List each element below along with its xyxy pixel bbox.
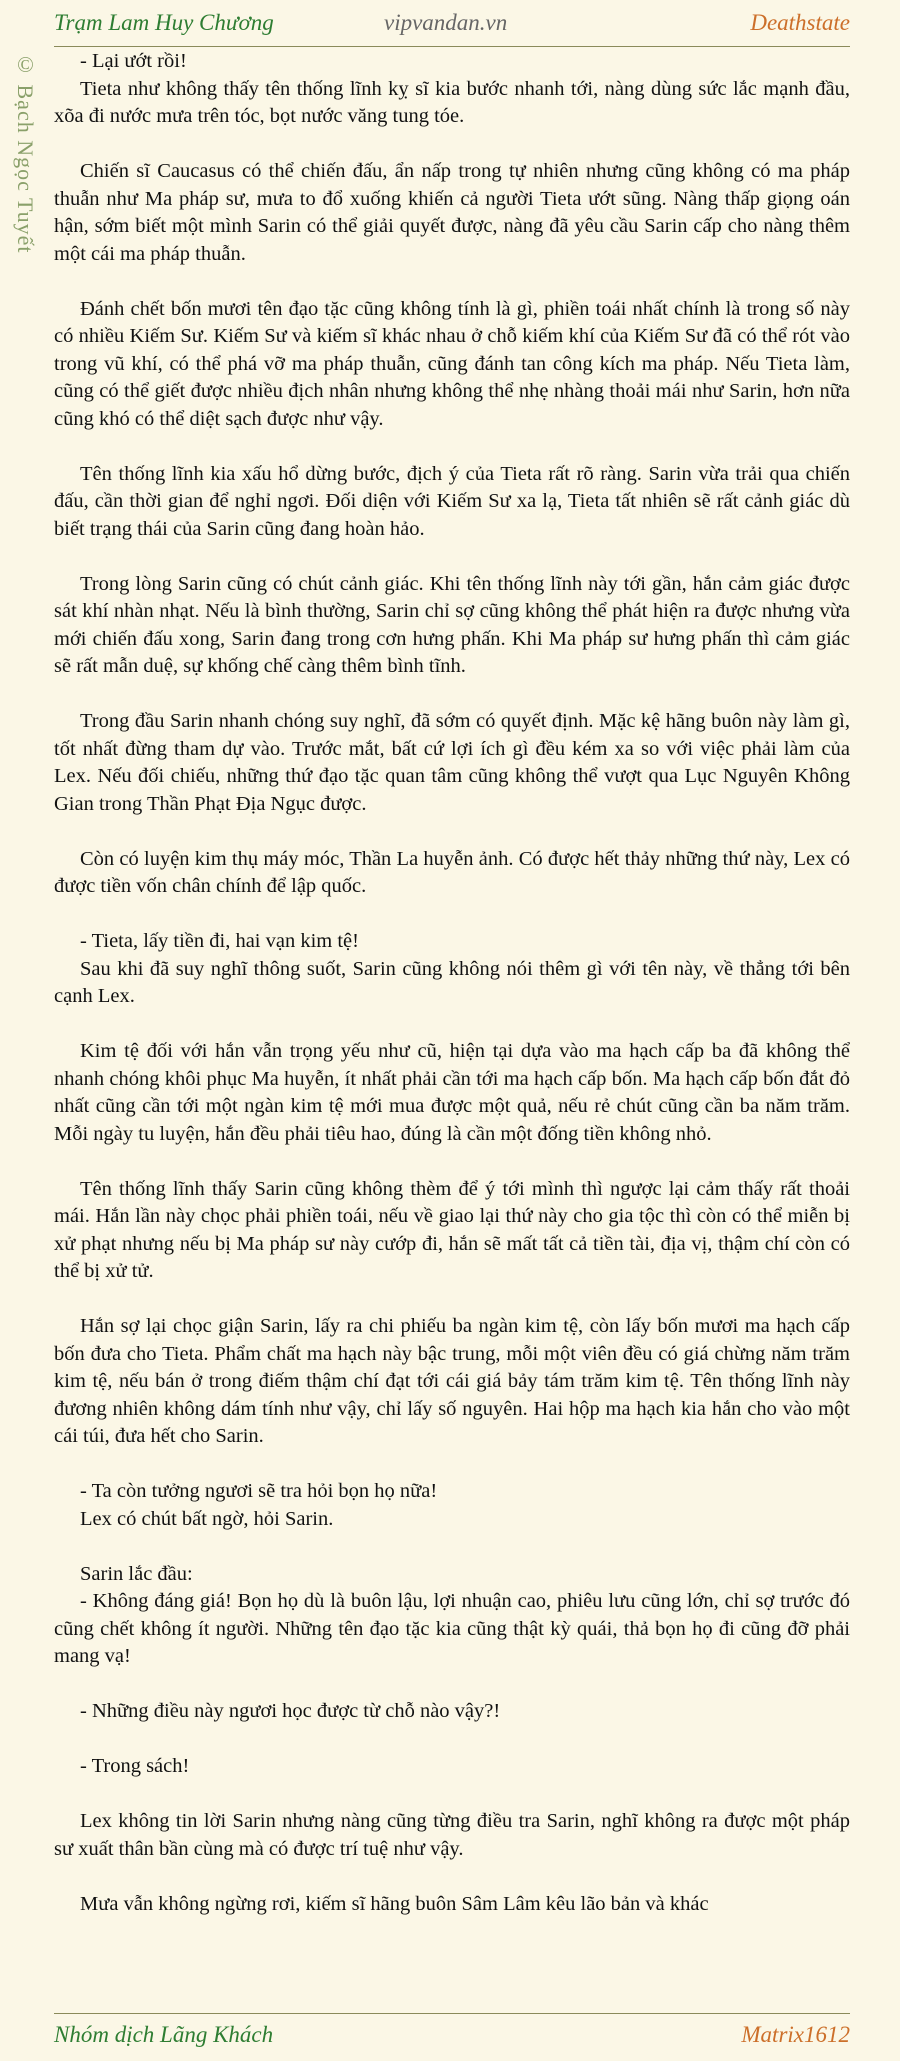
page-header	[54, 0, 850, 47]
paragraph: Sarin lắc đầu:	[80, 1562, 193, 1585]
chapter-content	[54, 48, 850, 1918]
paragraph: Mưa vẫn không ngừng rơi, kiếm sĩ hãng buôn Sâm Lâm kêu lão bản và khác	[80, 1892, 709, 1915]
paragraph: - Trong sách!	[80, 1755, 190, 1777]
paragraph: Lex không tin lời Sarin nhưng nàng cũng từng điều tra Sarin, nghĩ không ra được một pháp sư xuất thân bần cùng mà có được trí tuệ như vậy.	[54, 1810, 850, 1860]
paragraph: - Những điều này ngươi học được từ chỗ nào vậy?!	[80, 1700, 501, 1722]
paragraph: Còn có luyện kim thụ máy móc, Thần La huyễn ảnh. Có được hết thảy những thứ này, Lex có được tiền vốn chân chính để lập quốc.	[54, 847, 850, 897]
book-title: Deathstate	[750, 10, 850, 35]
paragraph: Chiến sĩ Caucasus có thể chiến đấu, ẩn nấp trong tự nhiên nhưng cũng không có ma pháp thuẫn như Ma pháp sư, mưa to đổ xuống khiến cả người Tieta ướt sũng. Nàng thấp giọng oán hận, sớm biết một mình Sarin có thể giải quyết được, nàng đã yêu cầu Sarin cấp cho nàng thêm một cái ma pháp thuẫn.	[54, 160, 850, 265]
paragraph: - Ta còn tưởng ngươi sẽ tra hỏi bọn họ nữa!	[80, 1480, 438, 1502]
paragraph: - Lại ướt rồi!	[80, 50, 187, 72]
paragraph: Đánh chết bốn mươi tên đạo tặc cũng không tính là gì, phiền toái nhất chính là trong số này có nhiều Kiếm Sư. Kiếm Sư và kiếm sĩ khác nhau ở chỗ kiếm khí của Kiếm Sư đã có thể rót vào trong vũ khí, có thể phá vỡ ma pháp thuẫn, cũng đánh tan công kích ma pháp. Nếu Tieta làm, cũng có thể giết được nhiều địch nhân nhưng không thể nhẹ nhàng thoải mái như Sarin, hơn nữa cũng khó có thể diệt sạch được như vậy.	[54, 297, 850, 430]
paragraph: Tieta như không thấy tên thống lĩnh kỵ sĩ kia bước nhanh tới, nàng dùng sức lắc mạnh đầu, xõa đi nước mưa trên tóc, bọt nước văng tung tóe.	[54, 77, 850, 127]
paragraph: Trong lòng Sarin cũng có chút cảnh giác. Khi tên thống lĩnh này tới gần, hắn cảm giác được sát khí nhàn nhạt. Nếu là bình thường, Sarin chỉ sợ cũng không thể phát hiện ra được nhưng vừa mới chiến đấu xong, Sarin đang trong cơn hưng phấn. Khi Ma pháp sư hưng phấn thì cảm giác sẽ rất mẫn duệ, sự khống chế càng thêm bình tĩnh.	[54, 572, 850, 677]
paragraph: Tên thống lĩnh kia xấu hổ dừng bước, địch ý của Tieta rất rõ ràng. Sarin vừa trải qua chiến đấu, cần thời gian để nghỉ ngơi. Đối diện với Kiếm Sư xa lạ, Tieta tất nhiên sẽ rất cảnh giác dù biết trạng thái của Sarin cũng đang hoàn hảo.	[54, 462, 850, 540]
paragraph: Tên thống lĩnh thấy Sarin cũng không thèm để ý tới mình thì ngược lại cảm thấy rất thoải mái. Hắn lần này chọc phải phiền toái, nếu về giao lại thứ này cho gia tộc thì còn có thể miễn bị xử phạt nhưng nếu bị Ma pháp sư này cướp đi, hắn sẽ mất tất cả tiền tài, địa vị, thậm chí còn có thể bị xử tử.	[54, 1177, 850, 1282]
paragraph: - Không đáng giá! Bọn họ dù là buôn lậu, lợi nhuận cao, phiêu lưu cũng lớn, chỉ sợ trước đó cũng chết không ít người. Những tên đạo tặc kia cũng thật kỳ quái, thả bọn họ đi cũng đỡ phải mang vạ!	[54, 1590, 850, 1667]
site-name: Trạm Lam Huy Chương	[54, 10, 274, 35]
page-footer	[54, 2013, 850, 2061]
paragraph: Sau khi đã suy nghĩ thông suốt, Sarin cũng không nói thêm gì với tên này, về thẳng tới bên cạnh Lex.	[54, 957, 850, 1007]
copyright-sidebar: © Bạch Ngọc Tuyết	[13, 52, 38, 254]
translation-group: Nhóm dịch Lãng Khách	[54, 2022, 274, 2047]
paragraph: Hắn sợ lại chọc giận Sarin, lấy ra chi phiếu ba ngàn kim tệ, còn lấy bốn mươi ma hạch cấp bốn đưa cho Tieta. Phẩm chất ma hạch này bậc trung, mỗi một viên đều có giá chừng năm trăm kim tệ, nếu bán ở trong điếm thậm chí đạt tới cái giá bảy tám trăm kim tệ. Tên thống lĩnh này đương nhiên không dám tính như vậy, chỉ lấy số nguyên. Hai hộp ma hạch kia hắn cho vào một cái túi, đưa hết cho Sarin.	[54, 1315, 850, 1447]
paragraph: Lex có chút bất ngờ, hỏi Sarin.	[80, 1507, 334, 1530]
paragraph: Trong đầu Sarin nhanh chóng suy nghĩ, đã sớm có quyết định. Mặc kệ hãng buôn này làm gì, tốt nhất đừng tham dự vào. Trước mắt, bất cứ lợi ích gì đều kém xa so với việc phải làm của Lex. Nếu đối chiếu, những thứ đạo tặc quan tâm cũng không thể vượt qua Lục Nguyên Không Gian trong Thần Phạt Địa Ngục được.	[54, 710, 850, 815]
translator-name: Matrix1612	[741, 2022, 850, 2047]
paragraph: Kim tệ đối với hắn vẫn trọng yếu như cũ, hiện tại dựa vào ma hạch cấp ba đã không thể nhanh chóng khôi phục Ma huyễn, ít nhất phải cần tới ma hạch cấp bốn. Ma hạch cấp bốn đắt đỏ nhất cũng cần tới một ngàn kim tệ mới mua được một quả, nếu rẻ chút cũng cần ba năm trăm. Mỗi ngày tu luyện, hắn đều phải tiêu hao, đúng là cần một đống tiền không nhỏ.	[54, 1040, 850, 1145]
site-domain[interactable]: vipvandan.vn	[384, 10, 508, 35]
paragraph: - Tieta, lấy tiền đi, hai vạn kim tệ!	[80, 930, 359, 952]
